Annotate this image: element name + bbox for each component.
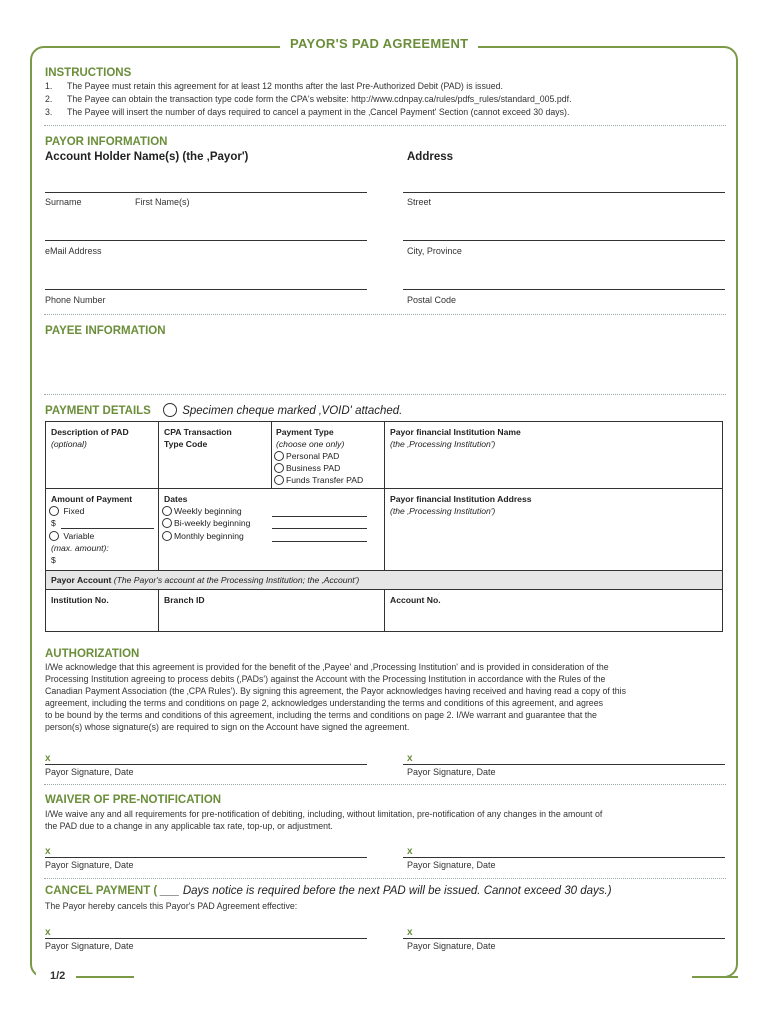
authorization-line-3: Canadian Payment Association (the ‚CPA Rules'). By signing this agreement, the Payor acknowledges having received and having read a copy of this bbox=[45, 686, 626, 696]
street-field[interactable] bbox=[403, 192, 725, 193]
authorization-line-4: agreement, including the terms and conditions on page 2, acknowledges understanding the terms and conditions of this agreement, and agrees bbox=[45, 698, 603, 708]
pad-description-cell[interactable]: Description of PAD (optional) bbox=[51, 427, 129, 449]
signature-label: Payor Signature, Date bbox=[45, 941, 134, 951]
instruction-3: 3. bbox=[45, 107, 53, 117]
cpa-code-cell[interactable]: CPA Transaction Type Code bbox=[164, 427, 232, 449]
signature-label: Payor Signature, Date bbox=[407, 941, 496, 951]
instruction-3-text: The Payee will insert the number of days required to cancel a payment in the ‚Cancel Payment' Section (cannot exceed 30 days). bbox=[67, 107, 570, 117]
phone-field[interactable] bbox=[45, 289, 367, 290]
instruction-2: 2. bbox=[45, 94, 53, 104]
page-number: 1/2 bbox=[44, 970, 71, 982]
authorization-line-1: I/We acknowledge that this agreement is provided for the benefit of the ‚Payee' and ‚Processing Institution' and is provided in consideration of the bbox=[45, 662, 609, 672]
biweekly-date-field[interactable] bbox=[272, 528, 367, 529]
radio-icon[interactable] bbox=[274, 475, 284, 485]
authorization-heading: AUTHORIZATION bbox=[45, 648, 140, 660]
cancel-text: The Payor hereby cancels this Payor's PAD Agreement effective: bbox=[45, 901, 298, 911]
cancel-heading: CANCEL PAYMENT ( ___ Days notice is required before the next PAD will be issued. Cannot exceed 30 days.) bbox=[45, 885, 612, 897]
city-field[interactable] bbox=[403, 240, 725, 241]
signature-x-mark: x bbox=[45, 927, 51, 938]
amount-label: Amount of Payment bbox=[51, 494, 133, 504]
personal-pad-option[interactable]: Personal PAD bbox=[274, 450, 339, 462]
page-title: PAYOR'S PAD AGREEMENT bbox=[280, 36, 478, 51]
payor-info-heading: PAYOR INFORMATION bbox=[45, 136, 168, 148]
payment-details-heading: PAYMENT DETAILS bbox=[45, 405, 151, 417]
institution-address-cell[interactable]: Payor financial Institution Address (the ‚Processing Institution') bbox=[390, 494, 532, 516]
radio-icon[interactable] bbox=[49, 506, 59, 516]
radio-icon[interactable] bbox=[49, 531, 59, 541]
radio-icon[interactable] bbox=[274, 451, 284, 461]
authorization-line-5: to be bound by the terms and conditions of this agreement, including the terms and conditions on page 2. I/We warrant and guarantee that the bbox=[45, 710, 597, 720]
signature-x-mark: x bbox=[407, 846, 413, 857]
cancel-signature-field-1[interactable] bbox=[45, 938, 367, 939]
signature-x-mark: x bbox=[45, 753, 51, 764]
account-no-cell[interactable]: Account No. bbox=[390, 595, 441, 605]
signature-label: Payor Signature, Date bbox=[45, 860, 134, 870]
dates-label: Dates bbox=[164, 494, 188, 504]
surname-label: Surname bbox=[45, 197, 82, 207]
instruction-1: 1. bbox=[45, 81, 53, 91]
phone-label: Phone Number bbox=[45, 295, 106, 305]
fixed-amount-field[interactable]: $ bbox=[51, 518, 56, 528]
void-cheque-option[interactable]: Specimen cheque marked ‚VOID' attached. bbox=[163, 403, 402, 417]
account-holder-label: Account Holder Name(s) (the ‚Payor') bbox=[45, 151, 249, 163]
max-amount-field[interactable]: $ bbox=[51, 555, 56, 565]
biweekly-option[interactable]: Bi-weekly beginning bbox=[162, 517, 250, 529]
radio-icon[interactable] bbox=[162, 518, 172, 528]
email-label: eMail Address bbox=[45, 246, 102, 256]
fixed-option[interactable]: Fixed bbox=[49, 505, 84, 517]
email-field[interactable] bbox=[45, 240, 367, 241]
radio-icon[interactable] bbox=[162, 531, 172, 541]
address-label: Address bbox=[407, 151, 454, 163]
max-amount-label: (max. amount): bbox=[51, 543, 109, 553]
postal-field[interactable] bbox=[403, 289, 725, 290]
weekly-date-field[interactable] bbox=[272, 516, 367, 517]
variable-option[interactable]: Variable bbox=[49, 530, 94, 542]
signature-x-mark: x bbox=[407, 753, 413, 764]
monthly-option[interactable]: Monthly beginning bbox=[162, 530, 244, 542]
auth-signature-field-2[interactable] bbox=[403, 764, 725, 765]
branch-id-cell[interactable]: Branch ID bbox=[164, 595, 205, 605]
signature-x-mark: x bbox=[45, 846, 51, 857]
name-field[interactable] bbox=[45, 192, 367, 193]
payor-account-bar: Payor Account (The Payor's account at the Processing Institution; the ‚Account') bbox=[51, 575, 360, 585]
waiver-signature-field-1[interactable] bbox=[45, 857, 367, 858]
radio-icon[interactable] bbox=[163, 403, 177, 417]
waiver-line-2: the PAD due to a change in any applicable tax rate, top-up, or adjustment. bbox=[45, 821, 333, 831]
weekly-option[interactable]: Weekly beginning bbox=[162, 505, 242, 517]
street-label: Street bbox=[407, 197, 432, 207]
radio-icon[interactable] bbox=[162, 506, 172, 516]
payment-type-cell: Payment Type (choose one only) bbox=[276, 427, 345, 449]
authorization-line-6: person(s) whose signature(s) are required to sign on the Account have signed the agreement. bbox=[45, 722, 410, 732]
signature-label: Payor Signature, Date bbox=[407, 860, 496, 870]
authorization-line-2: Processing Institution agreeing to process debits (‚PADs') against the Account with the Processing Institution in accordance with the Rules of the bbox=[45, 674, 606, 684]
first-name-label: First Name(s) bbox=[135, 197, 190, 207]
business-pad-option[interactable]: Business PAD bbox=[274, 462, 340, 474]
waiver-line-1: I/We waive any and all requirements for pre-notification of debiting, including, without limitation, pre-notification of any changes in the amount of bbox=[45, 809, 603, 819]
postal-label: Postal Code bbox=[407, 295, 457, 305]
radio-icon[interactable] bbox=[274, 463, 284, 473]
instruction-1-text: The Payee must retain this agreement for at least 12 months after the last Pre-Authorized Debit (PAD) is issued. bbox=[67, 81, 503, 91]
institution-name-cell[interactable]: Payor financial Institution Name (the ‚Processing Institution') bbox=[390, 427, 521, 449]
waiver-heading: WAIVER OF PRE-NOTIFICATION bbox=[45, 794, 222, 806]
institution-no-cell[interactable]: Institution No. bbox=[51, 595, 109, 605]
payee-info-heading: PAYEE INFORMATION bbox=[45, 325, 166, 337]
signature-label: Payor Signature, Date bbox=[407, 767, 496, 777]
auth-signature-field-1[interactable] bbox=[45, 764, 367, 765]
city-label: City, Province bbox=[407, 246, 462, 256]
cancel-signature-field-2[interactable] bbox=[403, 938, 725, 939]
signature-x-mark: x bbox=[407, 927, 413, 938]
signature-label: Payor Signature, Date bbox=[45, 767, 134, 777]
instruction-2-text: The Payee can obtain the transaction type code form the CPA's website: http://www.cdnpay.ca/rules/pdfs_rules/standard_005.pdf. bbox=[67, 94, 572, 104]
funds-transfer-pad-option[interactable]: Funds Transfer PAD bbox=[274, 474, 363, 486]
waiver-signature-field-2[interactable] bbox=[403, 857, 725, 858]
instructions-heading: INSTRUCTIONS bbox=[45, 67, 132, 79]
monthly-date-field[interactable] bbox=[272, 541, 367, 542]
